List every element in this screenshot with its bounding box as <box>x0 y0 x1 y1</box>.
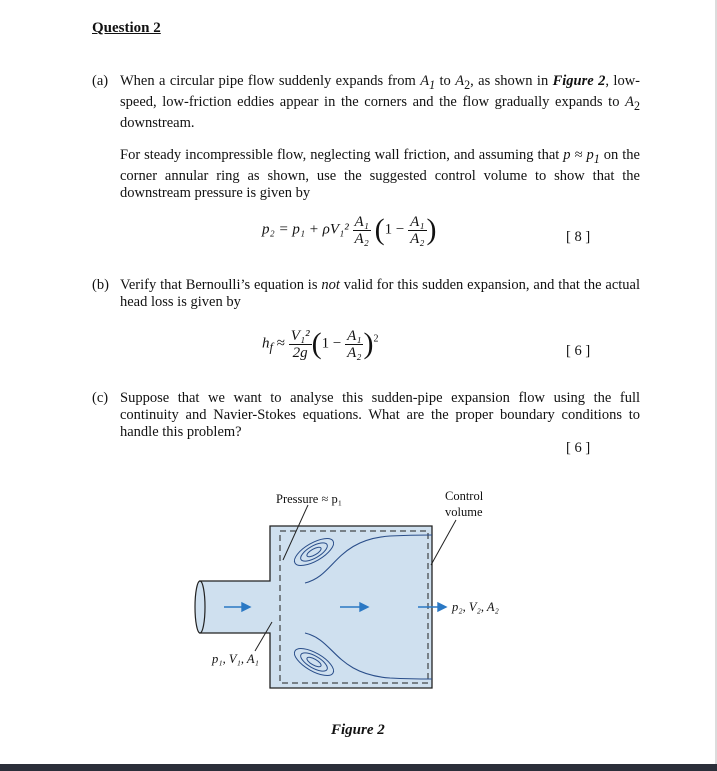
part-a-text: When a circular pipe flow suddenly expands from $A_1$ to $A_2$, as shown in Figure 2, low-speed, low-friction eddies appear in the corners and the flow gradually expands to $A_2$ downstream. <box>120 73 640 131</box>
part-a-para2: For steady incompressible flow, neglecting wall friction, and assuming that $p \approx p_1$ on the corner annular ring as shown, use the suggested control volume to show that the downstream pressure is given by <box>120 147 640 201</box>
inlet-end <box>195 581 205 633</box>
volume-label: volume <box>445 505 483 519</box>
equation-p2: p₂ = p₁ + ρV₁² $\frac{\text{A₁}}{\text{A₂}}$ (1 − $\frac{\text{A₁}}{\text{A₂}}$ ) <box>262 213 437 247</box>
part-b-label: (b) <box>92 277 109 293</box>
question-title: Question 2 <box>92 20 161 36</box>
part-a-label: (a) <box>92 73 109 89</box>
part-b-marks: [ 6 ] <box>566 343 591 359</box>
pressure-label: Pressure ≈ p₁ <box>276 492 343 506</box>
inlet-label: p₁, V₁, A₁ <box>212 652 259 666</box>
part-c-marks: [ 6 ] <box>566 440 591 456</box>
control-label: Control <box>445 489 484 503</box>
part-c-label: (c) <box>92 390 109 406</box>
part-c-text: Suppose that we want to analyse this sudden-pipe expansion flow using the full continuity and Navier-Stokes equations. What are the proper boundary conditions to handle this problem? <box>120 390 640 440</box>
figure-caption: Figure 2 <box>331 722 385 738</box>
part-b-text: Verify that Bernoulli’s equation is not valid for this sudden expansion, and that the actual head loss is given by <box>120 277 640 310</box>
equation-head-loss: $h_f$ ≈ $\frac{\text{V₁²}}{2g}$ (1 − $\frac{\text{A₁}}{\text{A₂}}$ )$^2$ <box>262 327 379 361</box>
part-a-marks: [ 8 ] <box>566 229 591 245</box>
outlet-label: p₂, V₂, A₂ <box>452 600 499 614</box>
